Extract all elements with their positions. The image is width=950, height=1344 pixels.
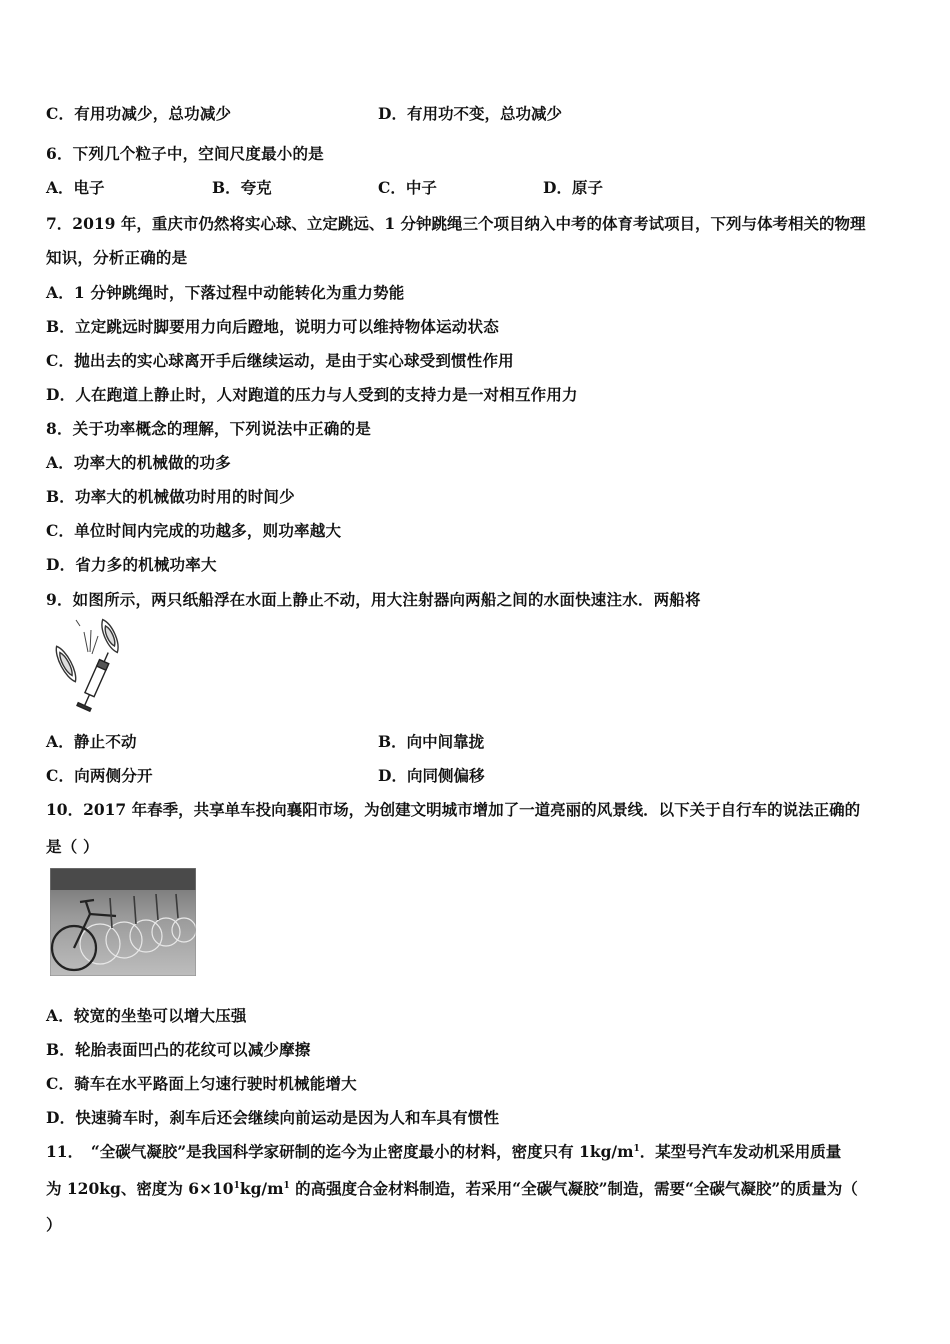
q9-option-a: A．静止不动 [46,732,137,751]
q11-stem-line3: ） [46,1215,62,1234]
q8-option-d: D．省力多的机械功率大 [46,555,217,574]
syringe-icon [77,650,115,711]
q11-line2-text-b: kg/m [239,1179,284,1198]
q8-option-b: B．功率大的机械做功时用的时间少 [46,487,295,506]
q5-option-d: D．有用功不变，总功减少 [378,104,562,123]
q6-stem: 6．下列几个粒子中，空间尺度最小的是 [46,144,324,163]
q10-option-d: D．快速骑车时，刹车后还会继续向前运动是因为人和车具有惯性 [46,1108,500,1127]
q6-option-d: D．原子 [543,178,603,197]
shared-bicycles-photo [50,868,196,976]
q11-line2-superscript-2: 1 [283,1180,290,1191]
q7-option-d: D．人在跑道上静止时，人对跑道的压力与人受到的支持力是一对相互作用力 [46,385,578,404]
q11-stem-line1 [46,1140,841,1162]
q9-option-b: B．向中间靠拢 [378,732,485,751]
q9-stem: 9．如图所示，两只纸船浮在水面上静止不动，用大注射器向两船之间的水面快速注水．两船将 [46,590,701,609]
q11-line2-text-a: 为 120kg、密度为 6×10 [46,1179,234,1198]
q11-stem-line2 [46,1177,858,1199]
q8-option-c: C．单位时间内完成的功越多，则功率越大 [46,521,342,540]
q11-line1-text-b: ．某型号汽车发动机采用质量 [639,1142,842,1161]
q7-stem-line1: 7．2019 年，重庆市仍然将实心球、立定跳远、1 分钟跳绳三个项目纳入中考的体育考试项目，下列与体考相关的物理 [46,214,866,233]
q5-option-c: C．有用功减少，总功减少 [46,104,232,123]
q11-line2-text-c: 的高强度合金材料制造，若采用“全碳气凝胶”制造，需要“全碳气凝胶”的质量为（ [289,1179,858,1198]
left-boat-icon [52,644,80,684]
q8-stem: 8．关于功率概念的理解，下列说法中正确的是 [46,419,371,438]
right-boat-icon [98,617,122,654]
q8-option-a: A．功率大的机械做的功多 [46,453,231,472]
q10-stem-line1: 10．2017 年春季，共享单车投向襄阳市场，为创建文明城市增加了一道亮丽的风景线．以下关于自行车的说法正确的 [46,800,861,819]
q10-option-a: A．较宽的坐垫可以增大压强 [46,1006,247,1025]
q11-line2-superscript-1: 1 [233,1180,240,1191]
q10-stem-line2: 是（ ） [46,837,99,856]
q7-option-a: A．1 分钟跳绳时，下落过程中动能转化为重力势能 [46,283,405,302]
q7-option-b: B．立定跳远时脚要用力向后蹬地，说明力可以维持物体运动状态 [46,317,499,336]
q10-option-c: C．骑车在水平路面上匀速行驶时机械能增大 [46,1074,357,1093]
q10-option-b: B．轮胎表面凹凸的花纹可以减少摩擦 [46,1040,311,1059]
q7-stem-line2: 知识，分析正确的是 [46,248,188,267]
water-jet-icon [76,620,98,654]
q11-line1-superscript: 1 [633,1143,640,1154]
q7-option-c: C．抛出去的实心球离开手后继续运动，是由于实心球受到惯性作用 [46,351,514,370]
q6-option-a: A．电子 [46,178,105,197]
q6-option-c: C．中子 [378,178,437,197]
q11-line1-text-a: 11． “全碳气凝胶”是我国科学家研制的迄今为止密度最小的材料，密度只有 1kg/m [46,1142,634,1161]
paper-boats-syringe-figure [44,616,132,714]
q6-option-b: B．夸克 [212,178,272,197]
q9-option-c: C．向两侧分开 [46,766,153,785]
q9-option-d: D．向同侧偏移 [378,766,485,785]
